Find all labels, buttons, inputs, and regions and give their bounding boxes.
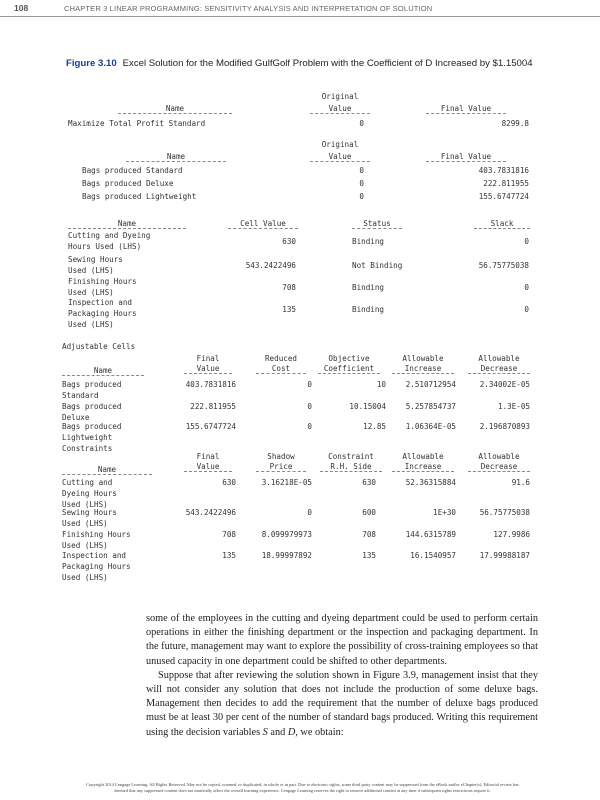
con-row-name: Finishing Hours xyxy=(62,530,131,539)
adj-row-name: Bags produced xyxy=(62,422,122,431)
adj-row-decrease: 2.196870893 xyxy=(479,422,530,431)
chapter-title: CHAPTER 3 LINEAR PROGRAMMING: SENSITIVITY ANALYSIS AND INTERPRETATION OF SOLUTION xyxy=(64,4,433,13)
con-row-final: 630 xyxy=(222,478,236,487)
variable-row-name: Bags produced Standard xyxy=(82,166,183,175)
adj-decrease-header-top: Allowable xyxy=(478,354,520,363)
objective-original-header-bottom: Value xyxy=(310,104,370,114)
con-row-increase: 16.1540957 xyxy=(410,551,456,560)
status-slack-header: Slack xyxy=(474,219,530,229)
status-row-name: Hours Used (LHS) xyxy=(68,242,142,251)
variables-original-header-bottom: Value xyxy=(310,152,370,162)
variable-row-final: 155.6747724 xyxy=(478,192,529,201)
con-row-name: Used (LHS) xyxy=(62,541,108,550)
variable-row-final: 222.811955 xyxy=(483,179,529,188)
con-final-header-top: Final xyxy=(196,452,220,461)
con-rhs-header-bottom: R.H. Side xyxy=(320,462,382,472)
status-row-name: Used (LHS) xyxy=(68,266,114,275)
status-row-name: Packaging Hours xyxy=(68,309,137,318)
adj-row-decrease: 2.34002E-05 xyxy=(479,380,530,389)
adj-row-reduced: 0 xyxy=(307,422,312,431)
status-row-name: Used (LHS) xyxy=(68,320,114,329)
con-row-name: Used (LHS) xyxy=(62,519,108,528)
con-row-increase: 144.6315789 xyxy=(405,530,456,539)
con-shadow-header-top: Shadow xyxy=(267,452,295,461)
adj-reduced-header-bottom: Cost xyxy=(256,364,306,374)
con-row-decrease: 91.6 xyxy=(511,478,530,487)
status-name-header: Name xyxy=(68,219,186,229)
adj-decrease-header-bottom: Decrease xyxy=(468,364,530,374)
adj-row-decrease: 1.3E-05 xyxy=(497,402,530,411)
status-row-status: Binding xyxy=(352,237,385,246)
variables-final-header: Final Value xyxy=(426,152,506,162)
con-row-shadow: 3.16218E-05 xyxy=(261,478,312,487)
con-final-header-bottom: Value xyxy=(184,462,232,472)
status-status-header: Status xyxy=(352,219,402,229)
page-number: 108 xyxy=(14,3,29,13)
con-row-increase: 52.36315884 xyxy=(405,478,456,487)
adj-row-name: Bags produced xyxy=(62,402,122,411)
adjustable-title: Adjustable Cells xyxy=(62,342,136,351)
variable-row-original: 0 xyxy=(359,192,364,201)
adj-row-final: 222.811955 xyxy=(190,402,236,411)
con-increase-header-top: Allowable xyxy=(402,452,444,461)
body-text xyxy=(146,612,538,740)
adj-row-reduced: 0 xyxy=(307,402,312,411)
status-row-status: Not Binding xyxy=(352,261,403,270)
con-row-increase: 1E+30 xyxy=(433,508,456,517)
constraints-title: Constraints xyxy=(62,444,113,453)
con-row-final: 543.2422496 xyxy=(185,508,236,517)
variables-name-header: Name xyxy=(126,152,226,162)
adj-final-header-top: Final xyxy=(196,354,220,363)
objective-row-name: Maximize Total Profit Standard xyxy=(68,119,206,128)
con-rhs-header-top: Constraint xyxy=(328,452,374,461)
variables-original-header-top: Original xyxy=(321,140,359,149)
con-row-rhs: 708 xyxy=(362,530,376,539)
con-row-name: Sewing Hours xyxy=(62,508,117,517)
con-decrease-header-bottom: Decrease xyxy=(468,462,530,472)
objective-final-header: Final Value xyxy=(426,104,506,114)
con-row-decrease: 17.99988187 xyxy=(479,551,530,560)
con-row-shadow: 8.099979973 xyxy=(261,530,312,539)
status-row-name: Inspection and xyxy=(68,298,133,307)
status-row-name: Cutting and Dyeing xyxy=(68,231,151,240)
con-decrease-header-top: Allowable xyxy=(478,452,520,461)
figure-caption-text: Excel Solution for the Modified GulfGolf Problem with the Coefficient of D Increased by $1.15004 xyxy=(122,58,533,69)
status-row-status: Binding xyxy=(352,305,385,314)
status-cell-header: Cell Value xyxy=(228,219,298,229)
status-row-status: Binding xyxy=(352,283,385,292)
adj-objective-header-top: Objective xyxy=(328,354,370,363)
status-row-cell: 135 xyxy=(282,305,296,314)
adj-row-final: 155.6747724 xyxy=(185,422,236,431)
figure-caption xyxy=(66,58,546,70)
adj-row-reduced: 0 xyxy=(307,380,312,389)
copyright-footer xyxy=(30,782,575,794)
variable-s: S xyxy=(262,726,268,738)
status-row-name: Sewing Hours xyxy=(68,255,123,264)
status-row-name: Finishing Hours xyxy=(68,277,137,286)
con-row-name: Cutting and xyxy=(62,478,113,487)
adj-row-objective: 10 xyxy=(376,380,386,389)
status-row-cell: 630 xyxy=(282,237,296,246)
con-name-header: Name xyxy=(62,465,152,475)
figure-label: Figure 3.10 xyxy=(66,58,117,69)
con-row-rhs: 135 xyxy=(362,551,376,560)
con-row-final: 135 xyxy=(222,551,236,560)
con-row-name: Dyeing Hours xyxy=(62,489,117,498)
con-increase-header-bottom: Increase xyxy=(392,462,454,472)
status-row-cell: 708 xyxy=(282,283,296,292)
adj-row-increase: 1.06364E-05 xyxy=(405,422,456,431)
con-shadow-header-bottom: Price xyxy=(256,462,306,472)
status-row-slack: 0 xyxy=(524,237,529,246)
con-row-rhs: 630 xyxy=(362,478,376,487)
con-row-shadow: 18.99997892 xyxy=(261,551,312,560)
variable-d: D xyxy=(287,726,296,738)
objective-row-final: 8299.8 xyxy=(501,119,529,128)
con-row-decrease: 127.9986 xyxy=(493,530,530,539)
adj-increase-header-bottom: Increase xyxy=(392,364,454,374)
adj-name-header: Name xyxy=(62,366,144,376)
con-row-decrease: 56.75775038 xyxy=(479,508,530,517)
objective-original-header-top: Original xyxy=(321,92,359,101)
adj-increase-header-top: Allowable xyxy=(402,354,444,363)
con-row-name: Packaging Hours xyxy=(62,562,131,571)
objective-row-original: 0 xyxy=(359,119,364,128)
paragraph: some of the employees in the cutting and dyeing department could be used to perform certain operations in either the finishing department or the inspection and packaging department. In the future, management may want to explore the possibility of cross-training employees so that unused capacity in one department could be shifted to other departments. xyxy=(146,613,538,667)
variable-row-original: 0 xyxy=(359,166,364,175)
adj-objective-header-bottom: Coefficient xyxy=(318,364,380,374)
objective-name-header: Name xyxy=(118,104,232,114)
paragraph xyxy=(146,669,538,740)
footer-line: Copyright 2014 Cengage Learning. All Rights Reserved. May not be copied, scanned, or duplicated, in whole or in part. Due to electronic rights, some third party content may be suppressed from the eBook and/or eChapter(s). Editorial review has xyxy=(86,782,519,787)
con-row-final: 708 xyxy=(222,530,236,539)
adj-row-name: Lightweight xyxy=(62,433,113,442)
adj-row-objective: 10.15004 xyxy=(349,402,386,411)
variable-row-final: 403.7831816 xyxy=(478,166,529,175)
adj-final-header-bottom: Value xyxy=(184,364,232,374)
adj-row-final: 403.7831816 xyxy=(185,380,236,389)
adj-reduced-header-top: Reduced xyxy=(264,354,297,363)
adj-row-increase: 5.257854737 xyxy=(405,402,456,411)
paragraph-text: , we obtain: xyxy=(295,726,344,738)
paragraph-text: Suppose that after reviewing the solution shown in Figure 3.9, management insist that they will not consider any solution that does not include the production of some deluxe bags. Management then decides to add the requirement that the number of deluxe bags produced must be at least 30 per cent of the number of standard bags produced. Writing this requirement using the decision variables xyxy=(146,669,538,738)
con-row-name: Used (LHS) xyxy=(62,500,108,509)
status-row-cell: 543.2422496 xyxy=(245,261,296,270)
adj-row-name: Standard xyxy=(62,391,99,400)
adj-row-increase: 2.510712954 xyxy=(405,380,456,389)
header-rule xyxy=(0,16,600,17)
status-row-name: Used (LHS) xyxy=(68,288,114,297)
con-row-rhs: 600 xyxy=(362,508,376,517)
con-row-shadow: 0 xyxy=(307,508,312,517)
adj-row-name: Deluxe xyxy=(62,413,90,422)
variable-row-name: Bags produced Deluxe xyxy=(82,179,174,188)
status-row-slack: 0 xyxy=(524,305,529,314)
adj-row-objective: 12.85 xyxy=(363,422,386,431)
con-row-name: Used (LHS) xyxy=(62,573,108,582)
status-row-slack: 0 xyxy=(524,283,529,292)
adj-row-name: Bags produced xyxy=(62,380,122,389)
con-row-name: Inspection and xyxy=(62,551,127,560)
variable-row-name: Bags produced Lightweight xyxy=(82,192,197,201)
footer-line: deemed that any suppressed content does not materially affect the overall learning experience. Cengage Learning reserves the right to remove additional content at any time if subsequent rights restrictions require it. xyxy=(114,788,491,793)
status-row-slack: 56.75775038 xyxy=(478,261,529,270)
running-header xyxy=(0,0,600,18)
paragraph-text: and xyxy=(267,726,288,738)
variable-row-original: 0 xyxy=(359,179,364,188)
